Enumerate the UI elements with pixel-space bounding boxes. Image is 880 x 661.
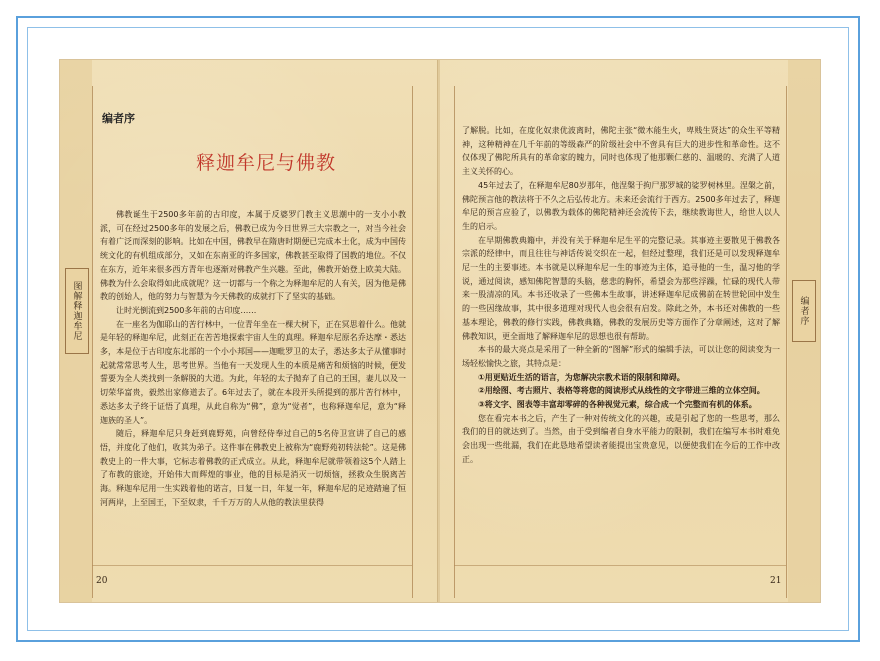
right-bottom-rule bbox=[454, 565, 786, 566]
left-body-text bbox=[100, 208, 406, 509]
right-inner-rule bbox=[454, 86, 455, 598]
left-paragraph: 让时光倒流到2500多年前的古印度…… bbox=[116, 305, 257, 315]
right-paragraph: 了解脱。比如，在度化奴隶优波离时，佛陀主张“微木能生火，卑贱生贤达”的众生平等精神，这种精神在几千年前的等级森严的阶级社会中不啻具有巨大的进步性和革命性。这不仅体现了佛陀所具有的革命家的魄力，同时也体现了他那颗仁慈的、温暖的、充满了人道主义关怀的心。 bbox=[462, 126, 780, 177]
right-page bbox=[440, 60, 820, 602]
right-feature-item: ③将文字、图表等丰富却零碎的各种视觉元素，综合成一个完整而有机的体系。 bbox=[478, 400, 757, 410]
left-paragraph: 在一座名为伽耶山的苦行林中，一位青年坐在一棵大树下，正在冥思着什么。他就是年轻的释迦牟尼，此刻正在苦苦地探索宇宙人生的真理。释迦牟尼原名乔达摩・悉达多，本是位于古印度东北部的一个小小邦国——迦毗罗卫的太子，悉达多太子从懂事时起就常常思考人生，思考世界。当他有一天发现人生的本质是痛苦和烦恼的时候，便发誓要为全人类找到一条解脱的大道。为此，年轻的太子抛弃了自己的王国，妻儿以及一切荣华富贵，毅然出家修道去了。6年过去了，就在本段开头所提到的那片苦行林中，悉达多太子终于证悟了真理，从此自称为“佛”，意为“觉者”，也称释迦牟尼，意为“释迦族的圣人”。 bbox=[100, 319, 406, 425]
right-page-number: 21 bbox=[770, 576, 782, 586]
right-side-tab-label: 编者序 bbox=[798, 296, 809, 326]
left-paragraph: 随后，释迦牟尼只身赶到鹿野苑，向曾经侍奉过自己的5名侍卫宣讲了自己的感悟，并度化了他们，收其为弟子。这件事在佛教史上被称为“鹿野苑初转法轮”。这是佛教史上的一件大事，它标志着佛教的正式成立。从此，释迦牟尼就带领着这5个人踏上了布教的旅途，开始伟大而辉煌的事业，他的目标是消灭一切烦恼，拯救众生脱离苦海。释迦牟尼用一生实践着他的诺言，日复一日，年复一年，释迦牟尼的足迹踏遍了恒河两岸，上至国王，下至奴隶，千千万万的人从他的教法里获得 bbox=[100, 429, 406, 507]
left-page-title: 释迦牟尼与佛教 bbox=[196, 152, 337, 174]
right-paragraph: 在早期佛教典籍中，并没有关于释迦牟尼生平的完整记录。其事迹主要散见于佛教各宗派的经律中，而且往往与神话传说交织在一起，但经过整理，我们还是可以发现释迦牟尼一生的主要事迹。本书就是以释迦牟尼一生的事迹为主体，追寻他的一生，温习他的学说，通过阅读，感知佛陀智慧的头脑，慈悲的胸怀，希望会为那些浮躁，忙碌的现代人带来一股清凉的风。本书还收录了一些佛本生故事，讲述释迦牟尼成佛前在转世轮回中发生的一些因缘故事，其中很多道理对现代人也会很有启发。除此之外，本书还对佛教的一些基本理论，佛教的修行实践，佛教典籍，佛教的发展历史等方面作了分章阐述，这对了解佛教知识，更全面地了解释迦牟尼的思想也很有帮助。 bbox=[462, 235, 780, 341]
right-paragraph: 本书的最大亮点是采用了一种全新的“图解”形式的编辑手法，可以让您的阅读变为一场轻松愉快之旅，其特点是： bbox=[462, 345, 780, 368]
right-margin-rule bbox=[786, 86, 787, 598]
right-paragraph: 您在看完本书之后，产生了一种对传统文化的兴趣，或是引起了您的一些思考，那么我们的目的就达到了。当然，由于受到编者自身水平能力的限制，我们在编写本书时难免会出现一些纰漏，我们在此恳地希望读者能提出宝贵意见，以便使我们在今后的工作中改正。 bbox=[462, 413, 780, 464]
book-spread bbox=[60, 60, 820, 602]
right-body-text bbox=[462, 124, 780, 467]
left-bottom-rule bbox=[92, 565, 412, 566]
right-side-tab bbox=[792, 280, 816, 342]
right-paragraph: 45年过去了，在释迦牟尼80岁那年，他涅槃于拘尸那罗城的娑罗树林里。涅槃之前，佛陀预言他的教法将于不久之后弘传北方。未来还会流行于西方。2500多年过去了，释迦牟尼的预言应验了，以佛教为载体的佛陀精神还会流传下去，继续教诲世人，给世人以人生的启示。 bbox=[462, 180, 780, 231]
left-paragraph: 佛教诞生于2500多年前的古印度，本属于反婆罗门教主义思潮中的一支小小教派，可在经过2500多年的发展之后，佛教已成为今日世界三大宗教之一，对当今社会有着广泛而深刻的影响。比如在中国，佛教早在隋唐时期便已完成本土化，成为中国传统文化的有机组成部分，又如在东南亚的许多国家，佛教甚至取得了国教的地位。不仅在东方，近年来很多西方青年也逐渐对佛教产生兴趣。至此，佛教开始登上欧美大陆。佛教为什么会取得如此成就呢？这一切都与一个称之为释迦牟尼的人有关，因为他是佛教的创始人，他的努力与智慧为今天佛教的成就打下了坚实的基础。 bbox=[100, 210, 406, 302]
right-feature-item: ②用绘图、考古照片、表格等将您的阅读形式从线性的文字带进三维的立体空间。 bbox=[478, 386, 765, 396]
left-page-header: 编者序 bbox=[102, 112, 135, 125]
left-side-tab-label: 图解释迦牟尼 bbox=[71, 281, 82, 341]
left-page bbox=[60, 60, 438, 602]
left-margin-rule bbox=[92, 86, 93, 598]
left-side-tab bbox=[65, 268, 89, 354]
right-feature-item: ①用更贴近生活的语言，为您解决宗教术语的限制和障碍。 bbox=[478, 372, 685, 382]
left-inner-rule bbox=[412, 86, 413, 598]
left-page-number: 20 bbox=[96, 576, 108, 586]
